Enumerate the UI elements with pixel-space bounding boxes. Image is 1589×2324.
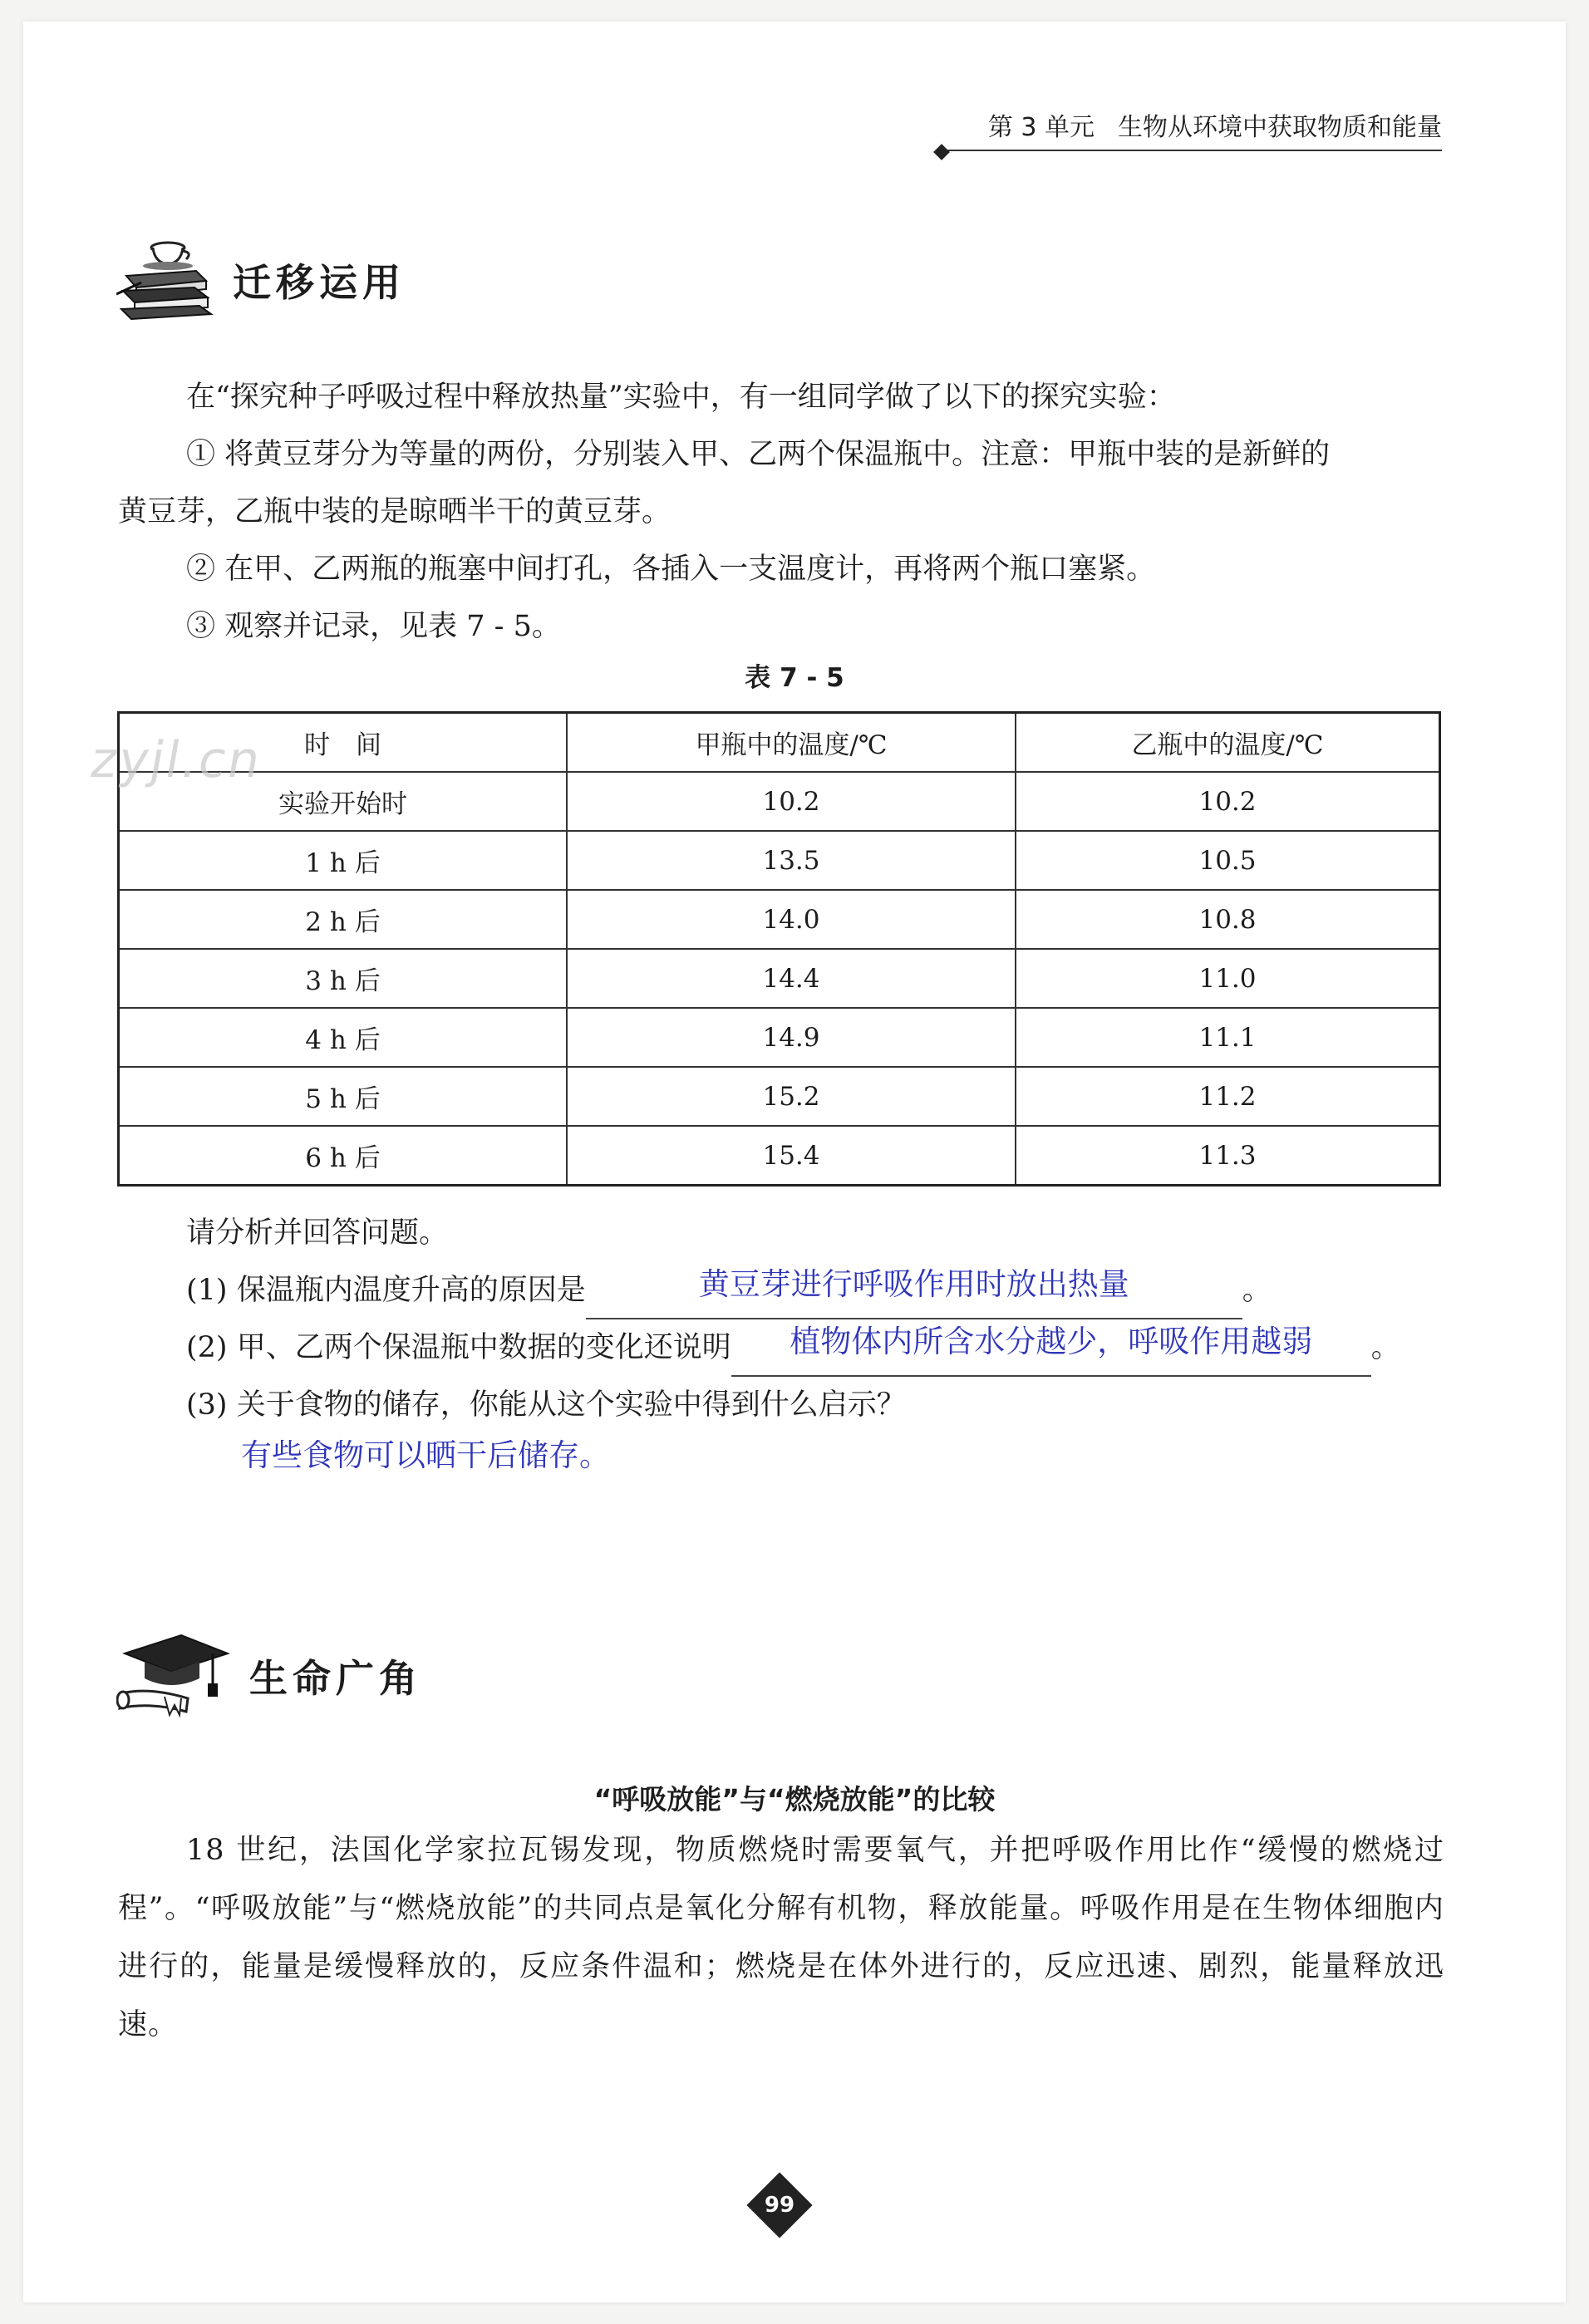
- section-title-transfer: 迁移运用: [233, 260, 406, 305]
- question-1-period: 。: [1242, 1274, 1272, 1307]
- cell-bottle-b: 11.2: [1016, 1067, 1440, 1126]
- table-header-row: [119, 713, 1440, 773]
- cell-bottle-a: 15.4: [567, 1126, 1016, 1186]
- table-row: [119, 1126, 1440, 1186]
- cell-bottle-b: 11.1: [1016, 1008, 1440, 1067]
- cell-bottle-b: 10.8: [1016, 890, 1440, 949]
- cell-time: 4 h 后: [119, 1008, 568, 1067]
- step-1: ① 将黄豆芽分为等量的两份，分别装入甲、乙两个保温瓶中。注意：甲瓶中装的是新鲜的: [186, 438, 1331, 471]
- table-caption: 表 7 - 5: [745, 663, 844, 693]
- cell-bottle-a: 14.0: [567, 890, 1016, 949]
- watermark: zyjl.cn: [86, 731, 267, 789]
- answer-3[interactable]: 有些食物可以晒干后储存。: [241, 1437, 610, 1473]
- question-1: [118, 1262, 1444, 1319]
- step-3: ③ 观察并记录，见表 7 - 5。: [186, 610, 561, 643]
- question-2: [118, 1319, 1444, 1377]
- page-number: 99: [764, 2193, 795, 2218]
- step-1-continued: 黄豆芽，乙瓶中装的是晾晒半干的黄豆芽。: [118, 495, 672, 528]
- running-header: [939, 106, 1442, 143]
- header-time: 时 间: [119, 713, 568, 773]
- cell-bottle-b: 11.0: [1016, 949, 1440, 1008]
- cell-bottle-a: 14.4: [567, 949, 1016, 1008]
- cell-time: 1 h 后: [119, 831, 568, 890]
- cell-bottle-b: 11.3: [1016, 1126, 1440, 1186]
- cell-bottle-b: 10.5: [1016, 831, 1440, 890]
- cell-time: 实验开始时: [119, 772, 568, 831]
- table-row: [119, 1067, 1440, 1126]
- temperature-table: [117, 711, 1441, 1187]
- unit-number: 第 3 单元: [987, 113, 1095, 142]
- question-3: (3) 关于食物的储存，你能从这个实验中得到什么启示？: [186, 1388, 906, 1422]
- unit-title: 生物从环境中获取物质和能量: [1118, 113, 1442, 142]
- question-2-period: 。: [1370, 1331, 1400, 1364]
- experiment-description: [118, 369, 1444, 656]
- answer-1: 黄豆芽进行呼吸作用时放出热量: [698, 1266, 1129, 1302]
- intro-lead: 在“探究种子呼吸过程中释放热量”实验中，有一组同学做了以下的探究实验：: [186, 381, 1176, 414]
- cell-bottle-a: 13.5: [567, 831, 1016, 890]
- question-2-text: (2) 甲、乙两个保温瓶中数据的变化还说明: [186, 1331, 731, 1364]
- step-2: ② 在甲、乙两瓶的瓶塞中间打孔，各插入一支温度计，再将两个瓶口塞紧。: [186, 553, 1156, 586]
- cell-time: 6 h 后: [119, 1126, 568, 1186]
- header-rule: [947, 150, 1442, 151]
- table-row: [119, 949, 1440, 1008]
- cell-bottle-b: 10.2: [1016, 772, 1440, 831]
- header-bottle-a: 甲瓶中的温度/℃: [567, 713, 1016, 773]
- cell-time: 3 h 后: [119, 949, 568, 1008]
- answer-2: 植物体内所含水分越少，呼吸作用越弱: [790, 1324, 1313, 1359]
- question-1-text: (1) 保温瓶内温度升高的原因是: [186, 1274, 586, 1307]
- cell-time: 5 h 后: [119, 1067, 568, 1126]
- section-title-life: 生命广角: [249, 1656, 422, 1701]
- header-bottle-b: 乙瓶中的温度/℃: [1016, 713, 1440, 773]
- section-heading-life: [116, 1629, 422, 1723]
- questions: [118, 1205, 1444, 1477]
- answer-2-blank[interactable]: [731, 1324, 1371, 1377]
- table-row: [119, 1008, 1440, 1067]
- books-and-cup-icon: [116, 233, 216, 327]
- cell-bottle-a: 14.9: [567, 1008, 1016, 1067]
- cell-bottle-a: 10.2: [567, 772, 1016, 831]
- section-heading-transfer: [116, 233, 406, 327]
- question-prompt: 请分析并回答问题。: [186, 1216, 449, 1250]
- cell-time: 2 h 后: [119, 890, 568, 949]
- graduation-cap-icon: [116, 1629, 233, 1723]
- article-title: “呼吸放能”与“燃烧放能”的比较: [593, 1783, 996, 1815]
- cell-bottle-a: 15.2: [567, 1067, 1016, 1126]
- table-row: [119, 772, 1440, 831]
- table-row: [119, 831, 1440, 890]
- table-row: [119, 890, 1440, 949]
- article-body: 18 世纪，法国化学家拉瓦锡发现，物质燃烧时需要氧气，并把呼吸作用比作“缓慢的燃烧过程”。“呼吸放能”与“燃烧放能”的共同点是氧化分解有机物，释放能量。呼吸作用是在生物体细胞内进行的，能量是缓慢释放的，反应条件温和；燃烧是在体外进行的，反应迅速、剧烈，能量释放迅速。: [118, 1834, 1444, 2041]
